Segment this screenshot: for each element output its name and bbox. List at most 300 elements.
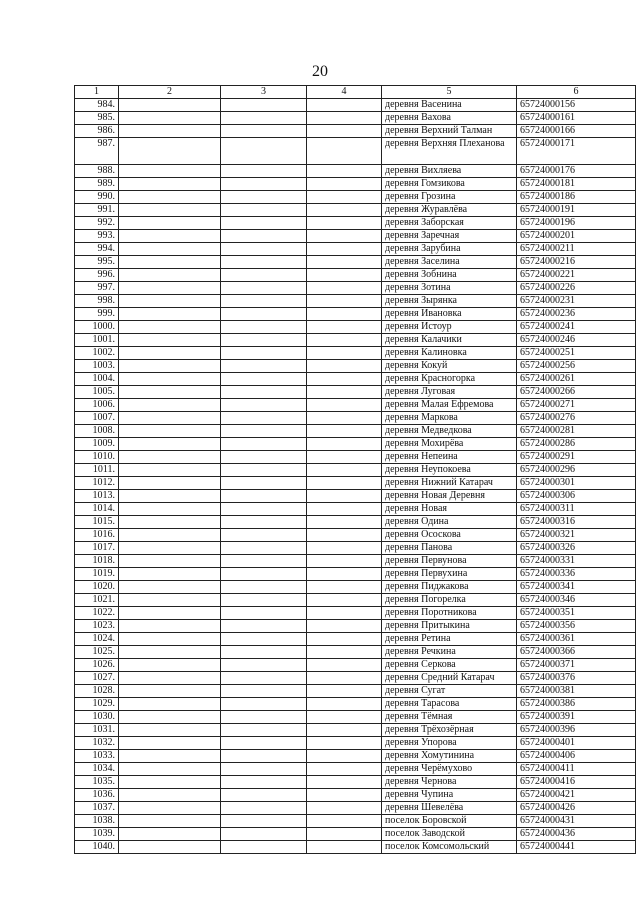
empty-cell [307, 347, 382, 360]
oktmo-code-cell: 65724000246 [517, 334, 636, 347]
oktmo-code-cell: 65724000196 [517, 217, 636, 230]
table-row [75, 295, 636, 308]
table-row [75, 425, 636, 438]
table-row [75, 373, 636, 386]
empty-cell [221, 815, 307, 828]
table-row [75, 308, 636, 321]
empty-cell [119, 99, 221, 112]
oktmo-code-cell: 65724000276 [517, 412, 636, 425]
settlement-name-cell: деревня Шевелёва [382, 802, 517, 815]
row-number-cell: 1017. [75, 542, 119, 555]
empty-cell [119, 802, 221, 815]
table-row [75, 399, 636, 412]
settlement-name-cell: деревня Зотина [382, 282, 517, 295]
oktmo-code-cell: 65724000406 [517, 750, 636, 763]
empty-cell [221, 828, 307, 841]
table-row [75, 360, 636, 373]
empty-cell [221, 217, 307, 230]
settlement-name-cell: деревня Вихляева [382, 165, 517, 178]
column-header: 3 [221, 86, 307, 99]
oktmo-code-cell: 65724000231 [517, 295, 636, 308]
empty-cell [307, 516, 382, 529]
empty-cell [307, 451, 382, 464]
empty-cell [119, 191, 221, 204]
empty-cell [307, 386, 382, 399]
empty-cell [221, 620, 307, 633]
settlement-name-cell: деревня Зарубина [382, 243, 517, 256]
empty-cell [307, 373, 382, 386]
table-row [75, 490, 636, 503]
empty-cell [221, 386, 307, 399]
settlement-name-cell: поселок Комсомольский [382, 841, 517, 854]
oktmo-code-cell: 65724000251 [517, 347, 636, 360]
empty-cell [119, 659, 221, 672]
empty-cell [221, 334, 307, 347]
oktmo-code-cell: 65724000286 [517, 438, 636, 451]
oktmo-code-cell: 65724000236 [517, 308, 636, 321]
empty-cell [307, 282, 382, 295]
row-number-cell: 1040. [75, 841, 119, 854]
oktmo-code-cell: 65724000411 [517, 763, 636, 776]
empty-cell [221, 425, 307, 438]
table-row [75, 412, 636, 425]
settlement-name-cell: деревня Зобнина [382, 269, 517, 282]
table-row [75, 204, 636, 217]
settlement-name-cell: деревня Заречная [382, 230, 517, 243]
empty-cell [221, 99, 307, 112]
table-row [75, 125, 636, 138]
oktmo-code-cell: 65724000211 [517, 243, 636, 256]
empty-cell [119, 178, 221, 191]
empty-cell [119, 503, 221, 516]
table-row [75, 516, 636, 529]
oktmo-code-cell: 65724000341 [517, 581, 636, 594]
table-row [75, 477, 636, 490]
empty-cell [307, 138, 382, 165]
empty-cell [307, 698, 382, 711]
table-row [75, 555, 636, 568]
empty-cell [119, 542, 221, 555]
empty-cell [221, 204, 307, 217]
empty-cell [119, 568, 221, 581]
table-row [75, 594, 636, 607]
empty-cell [119, 243, 221, 256]
table-row [75, 347, 636, 360]
table-row [75, 620, 636, 633]
empty-cell [119, 295, 221, 308]
row-number-cell: 1036. [75, 789, 119, 802]
oktmo-code-cell: 65724000361 [517, 633, 636, 646]
row-number-cell: 1010. [75, 451, 119, 464]
empty-cell [221, 321, 307, 334]
table-row [75, 633, 636, 646]
row-number-cell: 1027. [75, 672, 119, 685]
empty-cell [307, 633, 382, 646]
empty-cell [307, 685, 382, 698]
empty-cell [307, 243, 382, 256]
row-number-cell: 990. [75, 191, 119, 204]
row-number-cell: 1031. [75, 724, 119, 737]
empty-cell [119, 412, 221, 425]
oktmo-code-cell: 65724000416 [517, 776, 636, 789]
empty-cell [221, 256, 307, 269]
row-number-cell: 1002. [75, 347, 119, 360]
empty-cell [221, 477, 307, 490]
row-number-cell: 1033. [75, 750, 119, 763]
empty-cell [307, 178, 382, 191]
table-row [75, 386, 636, 399]
table-row [75, 672, 636, 685]
oktmo-code-cell: 65724000306 [517, 490, 636, 503]
oktmo-code-cell: 65724000366 [517, 646, 636, 659]
settlement-name-cell: деревня Ретина [382, 633, 517, 646]
empty-cell [221, 451, 307, 464]
empty-cell [221, 191, 307, 204]
oktmo-code-cell: 65724000386 [517, 698, 636, 711]
table-row [75, 789, 636, 802]
oktmo-code-cell: 65724000201 [517, 230, 636, 243]
oktmo-code-cell: 65724000191 [517, 204, 636, 217]
row-number-cell: 1037. [75, 802, 119, 815]
oktmo-code-cell: 65724000281 [517, 425, 636, 438]
empty-cell [221, 125, 307, 138]
empty-cell [119, 138, 221, 165]
row-number-cell: 1032. [75, 737, 119, 750]
empty-cell [119, 399, 221, 412]
oktmo-code-cell: 65724000356 [517, 620, 636, 633]
table-row [75, 282, 636, 295]
row-number-cell: 998. [75, 295, 119, 308]
empty-cell [119, 594, 221, 607]
empty-cell [221, 633, 307, 646]
empty-cell [221, 347, 307, 360]
oktmo-code-cell: 65724000351 [517, 607, 636, 620]
empty-cell [307, 529, 382, 542]
table-row [75, 99, 636, 112]
empty-cell [221, 112, 307, 125]
table-row [75, 698, 636, 711]
settlement-name-cell: деревня Заселина [382, 256, 517, 269]
row-number-cell: 997. [75, 282, 119, 295]
settlement-name-cell: деревня Ососкова [382, 529, 517, 542]
empty-cell [307, 191, 382, 204]
empty-cell [307, 269, 382, 282]
empty-cell [221, 750, 307, 763]
oktmo-code-cell: 65724000326 [517, 542, 636, 555]
empty-cell [221, 373, 307, 386]
settlement-name-cell: деревня Пиджакова [382, 581, 517, 594]
settlement-name-cell: деревня Одина [382, 516, 517, 529]
row-number-cell: 1023. [75, 620, 119, 633]
empty-cell [221, 399, 307, 412]
empty-cell [221, 776, 307, 789]
table-row [75, 217, 636, 230]
empty-cell [119, 269, 221, 282]
settlement-name-cell: деревня Маркова [382, 412, 517, 425]
empty-cell [307, 763, 382, 776]
table-row [75, 165, 636, 178]
settlement-name-cell: деревня Верхний Талман [382, 125, 517, 138]
table-row [75, 802, 636, 815]
empty-cell [119, 308, 221, 321]
empty-cell [119, 386, 221, 399]
settlement-name-cell: деревня Ивановка [382, 308, 517, 321]
settlement-name-cell: деревня Поротникова [382, 607, 517, 620]
settlement-name-cell: деревня Речкина [382, 646, 517, 659]
empty-cell [119, 737, 221, 750]
empty-cell [119, 282, 221, 295]
empty-cell [307, 412, 382, 425]
settlement-name-cell: деревня Калиновка [382, 347, 517, 360]
empty-cell [307, 112, 382, 125]
empty-cell [119, 464, 221, 477]
empty-cell [307, 789, 382, 802]
settlement-name-cell: деревня Калачики [382, 334, 517, 347]
empty-cell [119, 490, 221, 503]
empty-cell [307, 425, 382, 438]
oktmo-code-cell: 65724000311 [517, 503, 636, 516]
table-row [75, 828, 636, 841]
row-number-cell: 1000. [75, 321, 119, 334]
settlement-name-cell: деревня Красногорка [382, 373, 517, 386]
empty-cell [307, 399, 382, 412]
empty-cell [307, 815, 382, 828]
table-row [75, 112, 636, 125]
empty-cell [221, 568, 307, 581]
empty-cell [119, 711, 221, 724]
row-number-cell: 1007. [75, 412, 119, 425]
table-row [75, 230, 636, 243]
settlement-name-cell: деревня Тарасова [382, 698, 517, 711]
row-number-cell: 1034. [75, 763, 119, 776]
empty-cell [307, 568, 382, 581]
empty-cell [221, 138, 307, 165]
column-header: 2 [119, 86, 221, 99]
table-row [75, 646, 636, 659]
oktmo-code-cell: 65724000166 [517, 125, 636, 138]
table-row [75, 178, 636, 191]
row-number-cell: 985. [75, 112, 119, 125]
oktmo-code-cell: 65724000321 [517, 529, 636, 542]
empty-cell [221, 802, 307, 815]
oktmo-code-cell: 65724000376 [517, 672, 636, 685]
empty-cell [221, 763, 307, 776]
row-number-cell: 1001. [75, 334, 119, 347]
empty-cell [307, 477, 382, 490]
empty-cell [307, 308, 382, 321]
settlement-name-cell: деревня Луговая [382, 386, 517, 399]
empty-cell [221, 685, 307, 698]
empty-cell [221, 737, 307, 750]
settlement-name-cell: деревня Кокуй [382, 360, 517, 373]
row-number-cell: 1018. [75, 555, 119, 568]
settlement-name-cell: деревня Грозина [382, 191, 517, 204]
oktmo-code-cell: 65724000346 [517, 594, 636, 607]
empty-cell [119, 607, 221, 620]
empty-cell [119, 217, 221, 230]
empty-cell [307, 464, 382, 477]
oktmo-code-cell: 65724000431 [517, 815, 636, 828]
empty-cell [119, 789, 221, 802]
oktmo-code-cell: 65724000371 [517, 659, 636, 672]
table-row [75, 737, 636, 750]
oktmo-code-cell: 65724000156 [517, 99, 636, 112]
empty-cell [307, 581, 382, 594]
empty-cell [119, 672, 221, 685]
empty-cell [221, 230, 307, 243]
empty-cell [221, 594, 307, 607]
table-row [75, 438, 636, 451]
page-number: 20 [312, 63, 328, 80]
table-row [75, 269, 636, 282]
table-row [75, 815, 636, 828]
table-row [75, 138, 636, 165]
empty-cell [119, 477, 221, 490]
oktmo-code-cell: 65724000396 [517, 724, 636, 737]
settlement-name-cell: деревня Погорелка [382, 594, 517, 607]
settlement-name-cell: деревня Гомзикова [382, 178, 517, 191]
empty-cell [119, 516, 221, 529]
row-number-cell: 992. [75, 217, 119, 230]
settlement-name-cell: деревня Васенина [382, 99, 517, 112]
row-number-cell: 995. [75, 256, 119, 269]
table-row [75, 191, 636, 204]
empty-cell [307, 828, 382, 841]
settlement-name-cell: деревня Притыкина [382, 620, 517, 633]
empty-cell [119, 360, 221, 373]
empty-cell [307, 125, 382, 138]
row-number-cell: 1015. [75, 516, 119, 529]
column-header: 1 [75, 86, 119, 99]
settlement-name-cell: деревня Малая Ефремова [382, 399, 517, 412]
settlement-name-cell: деревня Неупокоева [382, 464, 517, 477]
empty-cell [221, 464, 307, 477]
table-row [75, 685, 636, 698]
oktmo-code-cell: 65724000161 [517, 112, 636, 125]
empty-cell [221, 646, 307, 659]
settlement-name-cell: деревня Панова [382, 542, 517, 555]
settlement-name-cell: деревня Истоур [382, 321, 517, 334]
empty-cell [221, 659, 307, 672]
empty-cell [307, 555, 382, 568]
empty-cell [221, 672, 307, 685]
settlement-name-cell: деревня Новая [382, 503, 517, 516]
empty-cell [307, 802, 382, 815]
row-number-cell: 999. [75, 308, 119, 321]
empty-cell [221, 529, 307, 542]
settlement-name-cell: деревня Зырянка [382, 295, 517, 308]
settlement-name-cell: деревня Хомутинина [382, 750, 517, 763]
row-number-cell: 1022. [75, 607, 119, 620]
empty-cell [119, 685, 221, 698]
oktmo-code-cell: 65724000421 [517, 789, 636, 802]
empty-cell [221, 724, 307, 737]
table-row [75, 451, 636, 464]
row-number-cell: 1005. [75, 386, 119, 399]
row-number-cell: 1028. [75, 685, 119, 698]
empty-cell [119, 529, 221, 542]
table-row [75, 581, 636, 594]
empty-cell [221, 841, 307, 854]
row-number-cell: 1009. [75, 438, 119, 451]
row-number-cell: 1035. [75, 776, 119, 789]
empty-cell [307, 672, 382, 685]
table-row [75, 763, 636, 776]
empty-cell [119, 620, 221, 633]
empty-cell [307, 99, 382, 112]
oktmo-code-cell: 65724000336 [517, 568, 636, 581]
empty-cell [221, 165, 307, 178]
empty-cell [221, 412, 307, 425]
row-number-cell: 1026. [75, 659, 119, 672]
row-number-cell: 1008. [75, 425, 119, 438]
settlement-name-cell: деревня Первухина [382, 568, 517, 581]
empty-cell [221, 360, 307, 373]
oktmo-code-cell: 65724000256 [517, 360, 636, 373]
empty-cell [221, 516, 307, 529]
column-header: 5 [382, 86, 517, 99]
empty-cell [307, 217, 382, 230]
oktmo-code-cell: 65724000391 [517, 711, 636, 724]
oktmo-code-cell: 65724000216 [517, 256, 636, 269]
row-number-cell: 1014. [75, 503, 119, 516]
oktmo-code-cell: 65724000331 [517, 555, 636, 568]
oktmo-code-cell: 65724000171 [517, 138, 636, 165]
row-number-cell: 984. [75, 99, 119, 112]
table-row [75, 750, 636, 763]
table-row [75, 776, 636, 789]
row-number-cell: 986. [75, 125, 119, 138]
empty-cell [307, 438, 382, 451]
row-number-cell: 994. [75, 243, 119, 256]
row-number-cell: 1016. [75, 529, 119, 542]
settlement-name-cell: деревня Мохирёва [382, 438, 517, 451]
row-number-cell: 1039. [75, 828, 119, 841]
row-number-cell: 1030. [75, 711, 119, 724]
empty-cell [307, 230, 382, 243]
settlement-name-cell: деревня Верхняя Плеханова [382, 138, 517, 165]
settlement-name-cell: деревня Чупина [382, 789, 517, 802]
empty-cell [119, 256, 221, 269]
row-number-cell: 1019. [75, 568, 119, 581]
oktmo-code-cell: 65724000226 [517, 282, 636, 295]
empty-cell [119, 425, 221, 438]
table-row [75, 243, 636, 256]
empty-cell [307, 646, 382, 659]
empty-cell [307, 711, 382, 724]
empty-cell [221, 178, 307, 191]
row-number-cell: 1025. [75, 646, 119, 659]
settlement-name-cell: деревня Новая Деревня [382, 490, 517, 503]
table-row [75, 529, 636, 542]
row-number-cell: 993. [75, 230, 119, 243]
empty-cell [119, 815, 221, 828]
oktmo-code-cell: 65724000241 [517, 321, 636, 334]
settlement-name-cell: деревня Непеина [382, 451, 517, 464]
empty-cell [119, 828, 221, 841]
empty-cell [307, 607, 382, 620]
empty-cell [307, 490, 382, 503]
oktmo-code-cell: 65724000221 [517, 269, 636, 282]
settlement-name-cell: деревня Чернова [382, 776, 517, 789]
table-header-row [75, 86, 636, 99]
empty-cell [119, 321, 221, 334]
row-number-cell: 1011. [75, 464, 119, 477]
table-row [75, 464, 636, 477]
empty-cell [307, 334, 382, 347]
empty-cell [307, 620, 382, 633]
table-row [75, 542, 636, 555]
